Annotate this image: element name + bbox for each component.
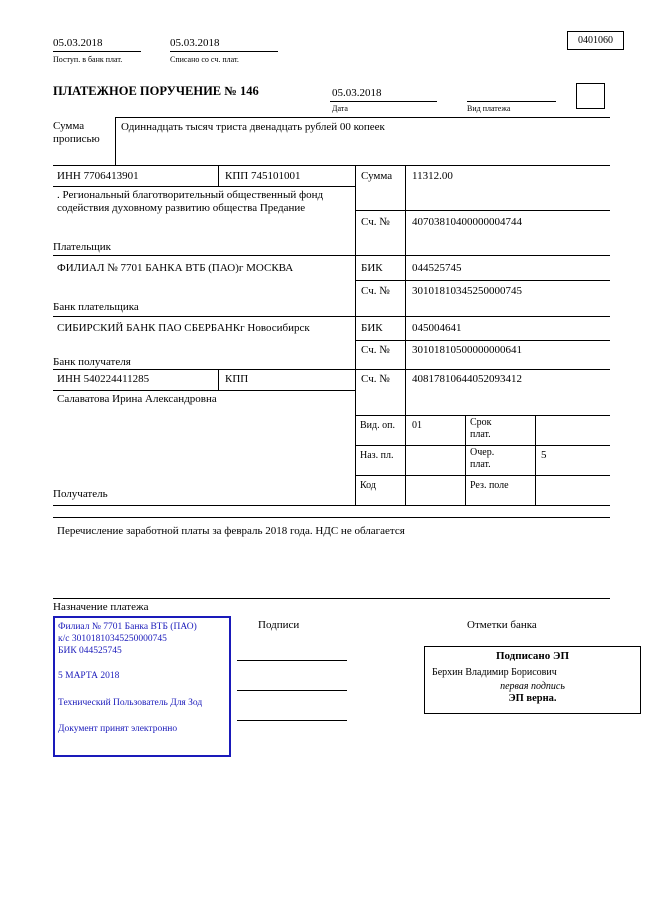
payee-bank-name: СИБИРСКИЙ БАНК ПАО СБЕРБАНКг Новосибирск — [57, 322, 310, 334]
payer-section-label: Плательщик — [53, 241, 111, 253]
subtable-divider-2 — [535, 415, 536, 505]
amount-in-words: Одиннадцать тысяч триста двенадцать рублей 00 копеек — [121, 121, 385, 133]
table-main-divider — [355, 165, 356, 505]
signature-line-3 — [237, 720, 347, 721]
payer-bank-bik: 044525745 — [412, 262, 462, 274]
signature-line-2 — [237, 690, 347, 691]
payer-bank-bik-label: БИК — [361, 262, 383, 274]
payee-bank-bik-row-line — [355, 340, 610, 341]
payee-kpp-label: КПП — [225, 373, 249, 385]
purpose-label: Назначение платежа — [53, 601, 149, 613]
payee-section-label: Получатель — [53, 488, 108, 500]
purpose-code-label: Наз. пл. — [360, 450, 394, 461]
payer-bank-name: ФИЛИАЛ № 7701 БАНКА ВТБ (ПАО)г МОСКВА — [57, 262, 294, 274]
payer-bank-section-label: Банк плательщика — [53, 301, 139, 313]
priority-value: 5 — [541, 449, 547, 461]
sum-label: Сумма — [361, 170, 393, 182]
table-top-line — [53, 165, 610, 166]
bank-stamp-line-3: БИК 044525745 — [58, 646, 122, 656]
pay-term-label: Срок плат. — [470, 417, 492, 440]
payer-bank-account: 30101810345250000745 — [412, 285, 522, 297]
purpose-bottom-line — [53, 598, 610, 599]
document-date-label: Дата — [332, 104, 348, 113]
debited-date-underline — [170, 51, 278, 52]
payee-section-line — [53, 505, 610, 506]
signature-line-1 — [237, 660, 347, 661]
purpose-text: Перечисление заработной платы за февраль 2018 года. НДС не облагается — [57, 525, 405, 537]
bank-stamp-line-2: к/с 30101810345250000745 — [58, 634, 167, 644]
debited-date-label: Списано со сч. плат. — [170, 55, 239, 64]
payer-account-label: Сч. № — [361, 216, 390, 228]
payee-bank-bik: 045004641 — [412, 322, 462, 334]
form-code: 0401060 — [578, 35, 613, 46]
subtable-top-line — [355, 415, 610, 416]
payee-bank-section-label: Банк получателя — [53, 356, 131, 368]
payee-bank-section-line — [53, 369, 610, 370]
bank-stamp-line-5: Технический Пользователь Для Зод — [58, 698, 203, 708]
payment-type-box — [576, 83, 605, 109]
payee-account: 40817810644052093412 — [412, 373, 522, 385]
amount-box-left-line — [115, 117, 116, 165]
amount-box-top-line — [115, 117, 610, 118]
code-label: Код — [360, 480, 376, 491]
document-title: ПЛАТЕЖНОЕ ПОРУЧЕНИЕ № 146 — [53, 84, 259, 98]
payee-account-label: Сч. № — [361, 373, 390, 385]
received-date-underline — [53, 51, 141, 52]
payment-type-underline — [467, 101, 556, 102]
payee-bank-bik-label: БИК — [361, 322, 383, 334]
payee-bank-account: 30101810500000000641 — [412, 344, 522, 356]
payer-bank-bik-row-line — [355, 280, 610, 281]
received-date-label: Поступ. в банк плат. — [53, 55, 123, 64]
bank-stamp-line-1: Филиал № 7701 Банка ВТБ (ПАО) — [58, 622, 197, 632]
signatures-label: Подписи — [258, 619, 300, 631]
sum-value: 11312.00 — [412, 170, 453, 182]
debited-date: 05.03.2018 — [170, 37, 220, 49]
document-date-underline — [330, 101, 437, 102]
op-kind-value: 01 — [412, 420, 422, 431]
table-label-value-divider — [405, 165, 406, 505]
esign-name: Берхин Владимир Борисович — [432, 667, 557, 678]
payer-inn-kpp-divider — [218, 165, 219, 186]
esign-verified: ЭП верна. — [508, 693, 557, 704]
payee-bank-account-label: Сч. № — [361, 344, 390, 356]
payee-inn-kpp-divider — [218, 369, 219, 390]
document-date: 05.03.2018 — [332, 87, 382, 99]
payee-inn: ИНН 540224411285 — [57, 373, 150, 385]
bank-stamp-line-6: Документ принят электронно — [58, 724, 178, 734]
subtable-row-line-1 — [355, 445, 610, 446]
payer-account: 40703810400000004744 — [412, 216, 522, 228]
subtable-row-line-2 — [355, 475, 610, 476]
esign-signature-type: первая подпись — [500, 681, 565, 692]
payee-name: Салаватова Ирина Александровна — [57, 393, 217, 405]
payer-section-line — [53, 255, 610, 256]
payer-inn: ИНН 7706413901 — [57, 170, 139, 182]
payee-inn-row-line — [53, 390, 355, 391]
payer-inn-row-line — [53, 186, 355, 187]
reserve-field-label: Рез. поле — [470, 480, 509, 491]
amount-in-words-label: Сумма прописью — [53, 120, 100, 146]
priority-label: Очер. плат. — [470, 447, 495, 470]
sum-row-line — [355, 210, 610, 211]
payment-type-label: Вид платежа — [467, 104, 511, 113]
subtable-divider-1 — [465, 415, 466, 505]
esign-title: Подписано ЭП — [495, 650, 570, 662]
payer-bank-section-line — [53, 316, 610, 317]
payer-name: . Региональный благотворительный общественный фонд содействия духовному развитию общества Предание — [57, 189, 324, 215]
payer-kpp: КПП 745101001 — [225, 170, 301, 182]
purpose-top-line — [53, 517, 610, 518]
bank-stamp-line-4: 5 МАРТА 2018 — [58, 671, 120, 681]
form-code-box — [567, 31, 624, 50]
op-kind-label: Вид. оп. — [360, 420, 395, 431]
payer-bank-account-label: Сч. № — [361, 285, 390, 297]
received-date: 05.03.2018 — [53, 37, 103, 49]
bank-marks-label: Отметки банка — [467, 619, 537, 631]
